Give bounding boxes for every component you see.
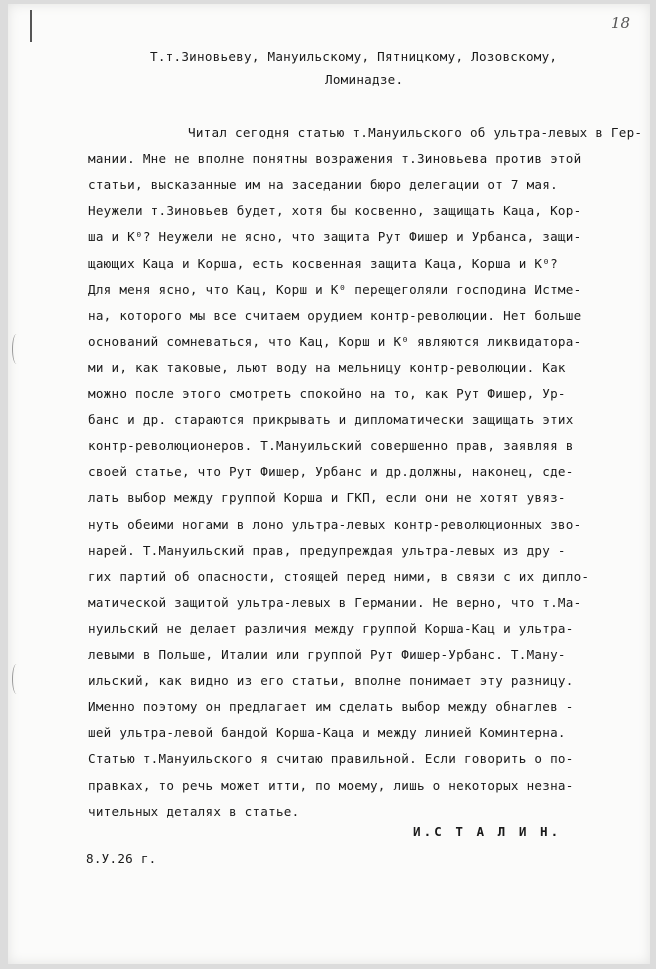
body-line: нуть обеими ногами в лоно ультра-левых контр-революционных зво- (88, 516, 582, 532)
body-line: гих партий об опасности, стоящей перед ними, в связи с их дипло- (88, 568, 590, 584)
document-page (8, 4, 650, 964)
body-line: своей статье, что Рут Фишер, Урбанс и др.должны, наконец, сде- (88, 464, 574, 480)
body-line: щающих Каца и Корша, есть косвенная защита Каца, Корша и К⁰? (88, 255, 558, 271)
body-line: на, которого мы все считаем орудием контр-революции. Нет больше (88, 307, 582, 323)
body-line: Читал сегодня статью т.Мануильского об ультра-левых в Гер- (188, 125, 643, 140)
page-number: 18 (610, 14, 630, 32)
body-line: оснований сомневаться, что Кац, Корш и К⁰ являются ликвидатора- (88, 333, 582, 349)
body-line: Для меня ясно, что Кац, Корш и К⁰ перещеголяли господина Истме- (88, 281, 582, 297)
body-line: Неужели т.Зиновьев будет, хотя бы косвенно, защищать Каца, Кор- (88, 203, 582, 219)
punch-hole-mark (12, 334, 21, 364)
punch-hole-mark (12, 664, 21, 694)
heading-line: Ломинадзе. (325, 72, 404, 87)
signature: И.С Т А Л И Н. (413, 824, 562, 839)
body-line: нуильский не делает различия между группой Корша-Кац и ультра- (88, 620, 574, 636)
body-line: чительных деталях в статье. (88, 803, 300, 819)
body-line: мании. Мне не вполне понятны возражения т.Зиновьева против этой (88, 151, 582, 167)
body-line: шей ультра-левой бандой Корша-Каца и между линией Коминтерна. (88, 725, 566, 741)
body-line: банс и др. стараются прикрывать и дипломатически защищать этих (88, 412, 574, 428)
body-line: лать выбор между группой Корша и ГКП, если они не хотят увяз- (88, 490, 566, 506)
margin-mark (30, 10, 32, 42)
body-line: контр-революционеров. Т.Мануильский совершенно прав, заявляя в (88, 438, 574, 454)
body-line: Именно поэтому он предлагает им сделать выбор между обнаглев - (88, 699, 574, 715)
body-line: можно после этого смотреть спокойно на то, как Рут Фишер, Ур- (88, 386, 566, 401)
body-line: ша и К⁰? Неужели не ясно, что защита Рут Фишер и Урбанса, защи- (88, 229, 582, 245)
body-line: Статью т.Мануильского я считаю правильной. Если говорить о по- (88, 751, 574, 767)
body-line: правках, то речь может итти, по моему, лишь о некоторых незна- (88, 777, 574, 793)
date: 8.У.26 г. (86, 851, 157, 866)
heading-line: Т.т.Зиновьеву, Мануильскому, Пятницкому, Лозовскому, (150, 49, 558, 64)
body-line: левыми в Польше, Италии или группой Рут Фишер-Урбанс. Т.Ману- (88, 647, 566, 662)
body-line: матической защитой ультра-левых в Германии. Не верно, что т.Ма- (88, 594, 582, 610)
body-line: нарей. Т.Мануильский прав, предупреждая ультра-левых из дру - (88, 542, 566, 558)
body-line: ильский, как видно из его статьи, вполне понимает эту разницу. (88, 673, 574, 689)
body-line: статьи, высказанные им на заседании бюро делегации от 7 мая. (88, 177, 558, 193)
body-line: ми и, как таковые, льют воду на мельницу контр-революции. Как (88, 359, 566, 375)
